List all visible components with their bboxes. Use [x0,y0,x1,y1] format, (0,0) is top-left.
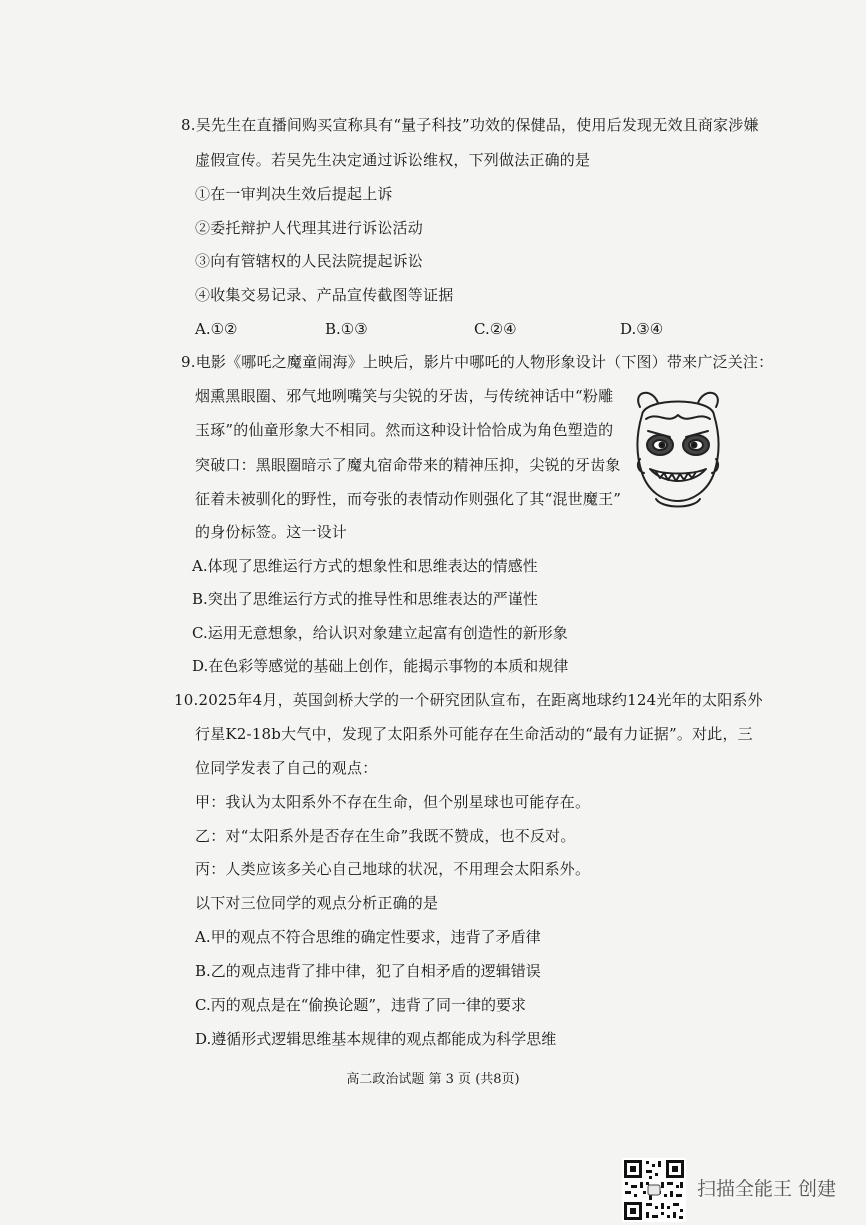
q8-item-4: ④收集交易记录、产品宣传截图等证据 [195,286,454,304]
q10-option-d: D.遵循形式逻辑思维基本规律的观点都能成为科学思维 [195,1030,557,1048]
q8-option-c: C.②④ [474,320,517,338]
q9-stem-line-2: 烟熏黑眼圈、邪气地咧嘴笑与尖锐的牙齿，与传统神话中“粉雕 [195,387,614,405]
q8-option-b: B.①③ [325,320,368,338]
q8-item-3: ③向有管辖权的人民法院提起诉讼 [195,252,424,270]
q8-stem-line-2: 虚假宣传。若吴先生决定通过诉讼维权，下列做法正确的是 [195,151,591,169]
q10-stem-line-2: 行星K2-18b大气中，发现了太阳系外可能存在生命活动的“最有力证据”。对此，三 [195,725,753,743]
q10-option-a: A.甲的观点不符合思维的确定性要求，违背了矛盾律 [195,928,541,946]
scanner-watermark: 扫描全能王 创建 [697,1178,837,1200]
q9-option-c: C.运用无意想象，给认识对象建立起富有创造性的新形象 [192,624,568,642]
q9-option-b: B.突出了思维运行方式的推导性和思维表达的严谨性 [192,590,538,608]
q10-statement-yi: 乙：对“太阳系外是否存在生命”我既不赞成，也不反对。 [195,827,576,845]
q10-option-c: C.丙的观点是在“偷换论题”，违背了同一律的要求 [195,996,527,1014]
q8-stem-line-1: 8.吴先生在直播间购买宣称具有“量子科技”功效的保健品，使用后发现无效且商家涉嫌 [181,116,759,134]
q9-option-d: D.在色彩等感觉的基础上创作，能揭示事物的本质和规律 [192,657,569,675]
q9-stem-line-6: 的身份标签。这一设计 [195,523,348,541]
qr-code-icon [622,1158,686,1222]
q10-stem-line-1: 10.2025年4月，英国剑桥大学的一个研究团队宣布，在距离地球约124光年的太阳系外 [174,691,763,709]
page-footer: 高二政治试题 第 3 页 (共8页) [346,1072,520,1087]
q8-item-1: ①在一审判决生效后提起上诉 [195,185,393,203]
q9-stem-line-5: 征着未被驯化的野性，而夸张的表情动作则强化了其“混世魔王” [195,490,622,508]
q8-item-2: ②委托辩护人代理其进行诉讼活动 [195,219,424,237]
q9-stem-line-3: 玉琢”的仙童形象大不相同。然而这种设计恰恰成为角色塑造的 [195,421,614,439]
q8-option-d: D.③④ [620,320,664,338]
q8-option-a: A.①② [195,320,238,338]
q10-statement-bing: 丙：人类应该多关心自己地球的状况，不用理会太阳系外。 [195,860,591,878]
q9-stem-line-1: 9.电影《哪吒之魔童闹海》上映后，影片中哪吒的人物形象设计（下图）带来广泛关注： [181,353,774,371]
q9-stem-line-4: 突破口：黑眼圈暗示了魔丸宿命带来的精神压抑，尖锐的牙齿象 [195,456,621,474]
q10-option-b: B.乙的观点违背了排中律，犯了自相矛盾的逻辑错误 [195,962,541,980]
q10-statement-jia: 甲：我认为太阳系外不存在生命，但个别星球也可能存在。 [195,793,591,811]
q10-stem-line-3: 位同学发表了自己的观点： [195,759,378,777]
q10-question-prompt: 以下对三位同学的观点分析正确的是 [195,894,439,912]
q9-option-a: A.体现了思维运行方式的想象性和思维表达的情感性 [192,557,538,575]
nezha-character-illustration [622,385,734,513]
